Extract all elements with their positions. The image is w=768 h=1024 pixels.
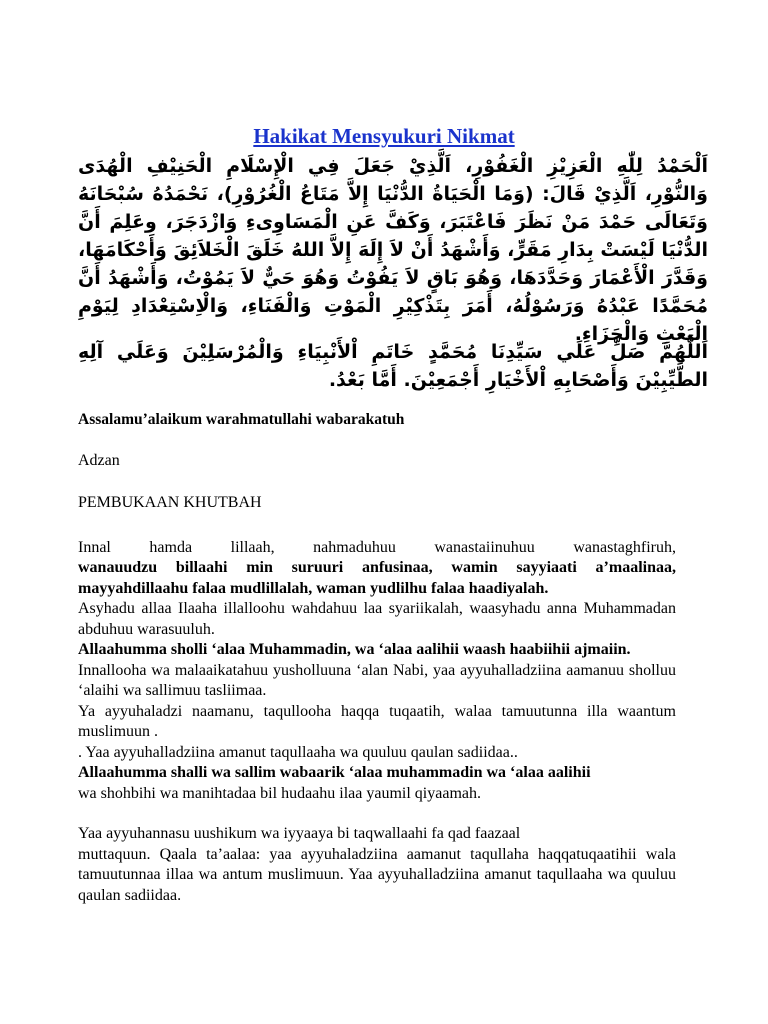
arabic-opening-praise: اَلْحَمْدُ لِلّٰهِ الْعَزِيْزِ الْغَفُوْرِ، اَلَّذِيْ جَعَلَ فِي الْإِسْلَامِ الْحَنِيْفِ الْهُدَى وَالنُّوْرِ، اَلَّذِيْ قَالَ: (وَمَا الْحَيَاةُ الدُّنْيَا إِلاَّ مَتَاعُ الْغُرُوْرِ)، نَحْمَدُهُ سُبْحَانَهُ وَتَعَالَى حَمْدَ مَنْ نَظَرَ فَاعْتَبَرَ، وَكَفَّ عَنِ الْمَسَاوِىءِ وَازْدَجَرَ، وعَلِمَ أَنَّ الدُّنْيَا لَيْسَتْ بِدَارِ مَقَرٍّ، وَأَشْهَدُ أَنْ لاَ إِلَهَ إِلاَّ اللهُ خَلَقَ الْخَلاَئِقَ وَأَحْكَامَهَا، وَقَدَّرَ الْأَعْمَارَ وَحَدَّدَهَا، وَهُوَ بَاقٍ لاَ يَفُوْتُ وَهُوَ حَيٌّ لاَ يَمُوْتُ، وَأَشْهَدُ أَنَّ مُحَمَّدًا عَبْدُهُ وَرَسُوْلُهُ، أَمَرَ بِتَذْكِيْرِ الْمَوْتِ وَالْفَنَاءِ، وَالْاِسْتِعْدَادِ لِيَوْمِ الْبَعْثِ وَالْجَزَاءِ.	[77, 155, 708, 345]
khutbah-body	[78, 410, 676, 906]
paragraph-syahadat: Asyhadu allaa Ilaaha illalloohu wahdahuu laa syariikalah, waasyhadu anna Muhammadan abduhuu warasuuluh.	[78, 600, 676, 638]
paragraph-wasiat-rest: muttaquun. Qaala ta’aalaa: yaa ayyuhaladziina aamanut taqullaha haqqatuqaatihii wala tamuutunnaa illaa wa antum muslimuun. Yaa ayyuhalladziina amanut taqullaaha wa quuluu qaulan sadiidaa.	[78, 845, 676, 904]
document-title: Hakikat Mensyukuri Nikmat	[253, 124, 515, 148]
greeting: Assalamu’alaikum warahmatullahi wabarakatuh	[78, 411, 405, 428]
paragraph-taqwa-2: . Yaa ayyuhalladziina amanut taqullaaha wa quuluu qaulan sadiidaa..	[78, 743, 518, 761]
paragraph-shohbihi: wa shohbihi wa manihtadaa bil hudaahu ilaa yaumil qiyaamah.	[78, 784, 481, 802]
paragraph-taqwa-1: Ya ayyuhaladzi naamanu, taqullooha haqqa tuqaatih, walaa tamuutunna illa waantum muslimuun .	[78, 702, 676, 740]
paragraph-hamdalah: Innal hamda lillaah, nahmaduhuu wanastaiinuhuu wanastaghfiruh,	[78, 538, 676, 556]
arabic-salawat: اَللَّهُمَّ صَلِّ عَلَي سَيِّدِنَا مُحَمَّدٍ خَاتَمِ اْلأَنْبِيَاءِ وَالْمُرْسَلِيْنَ وَعَلَي آلِهِ الطَّيِّبِيْنَ وَأَصْحَابِهِ اْلأَخْيَارِ أَجْمَعِيْنَ. أَمَّا بَعْدُ.	[78, 341, 708, 391]
section-heading: PEMBUKAAN KHUTBAH	[78, 494, 262, 511]
paragraph-allaahumma: Allaahumma shalli wa sallim wabaarik ‘alaa muhammadin wa ‘alaa aalihii	[78, 764, 591, 781]
paragraph-taawudz: wanauudzu billaahi min suruuri anfusinaa, wamin sayyiaati a’maalinaa, mayyahdillaahu falaa mudlillalah, waman yudlilhu falaa haadiyalah.	[78, 559, 676, 597]
paragraph-salawat: Allaahumma sholli ‘alaa Muhammadin, wa ‘alaa aalihii waash haabiihii ajmaiin.	[78, 641, 631, 658]
paragraph-wasiat-line1: Yaa ayyuhannasu uushikum wa iyyaaya bi taqwallaahi fa qad faazaal	[78, 825, 521, 842]
adzan-label: Adzan	[78, 451, 120, 469]
paragraph-innallooha: Innallooha wa malaaikatahuu yusholluuna ‘alan Nabi, yaa ayyuhalladziina aamanuu sholluu ‘alaihi wa sallimuu tasliimaa.	[78, 661, 676, 699]
